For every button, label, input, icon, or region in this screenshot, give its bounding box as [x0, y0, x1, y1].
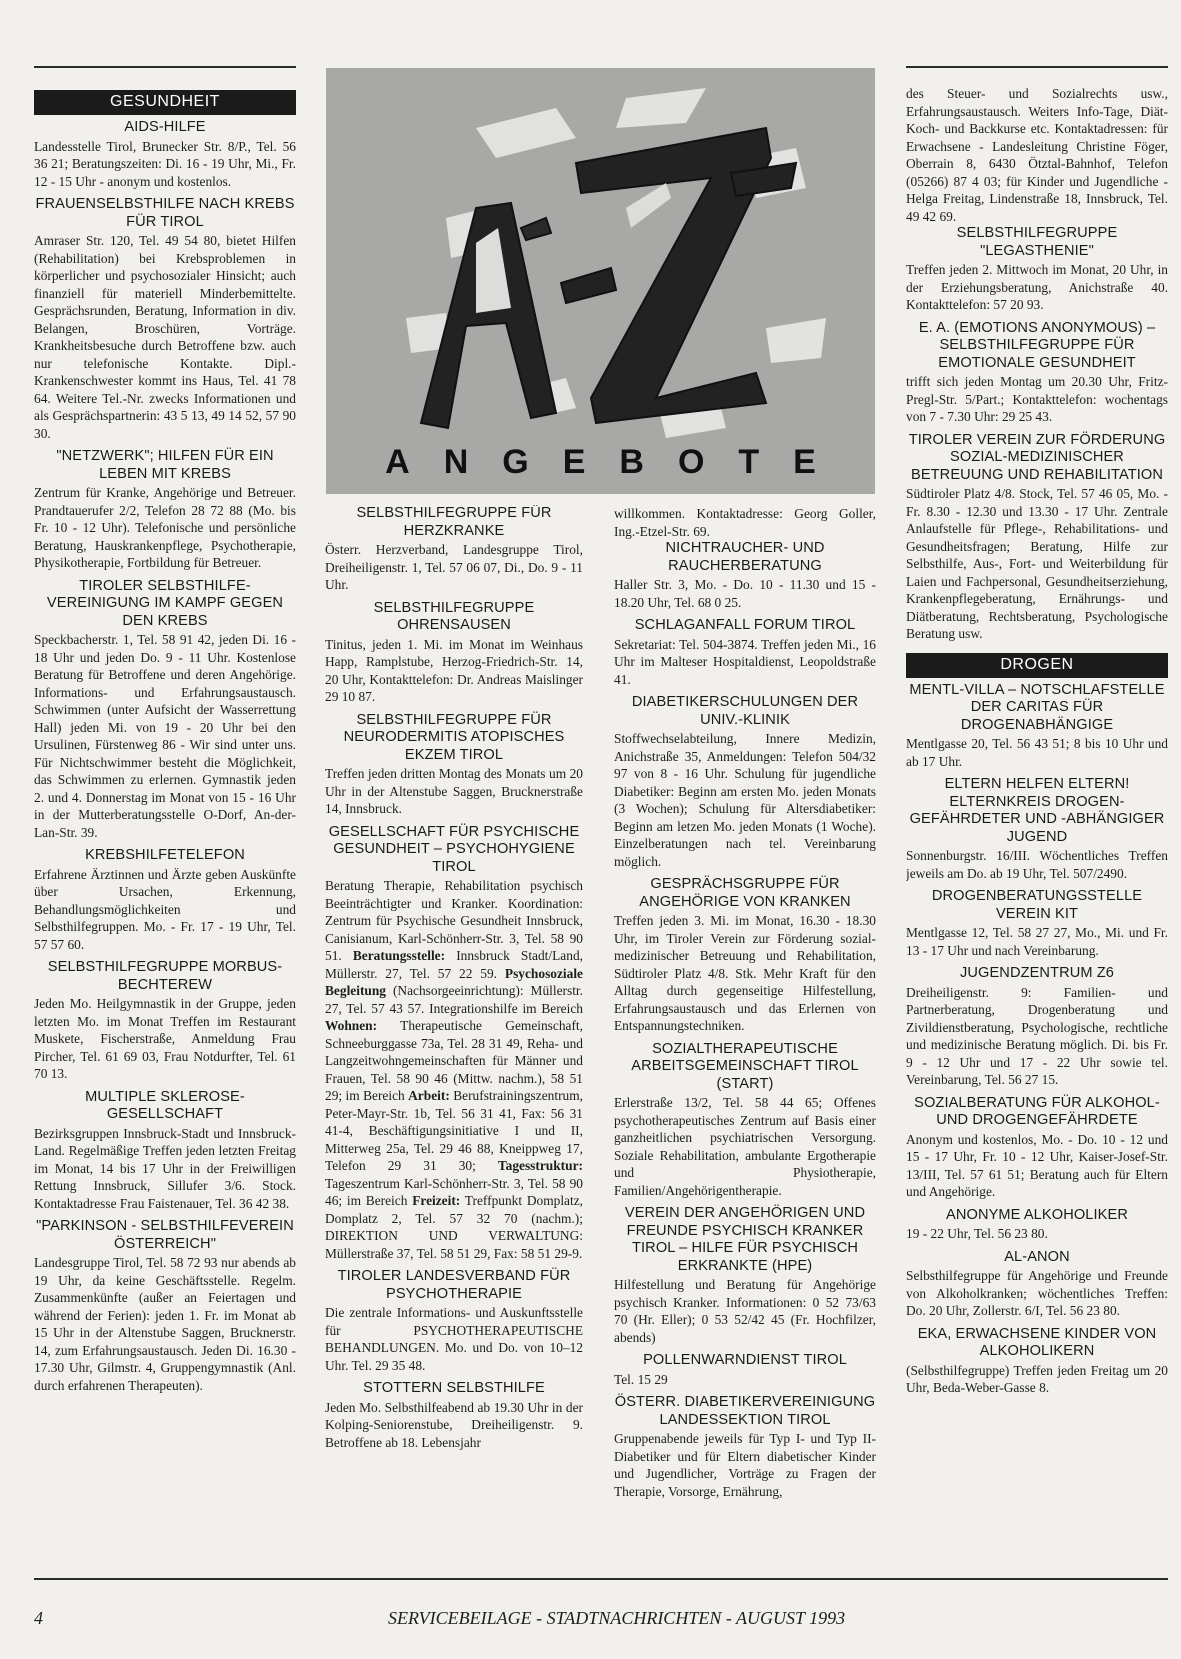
- entry-pollenwarndienst: [614, 1352, 876, 1388]
- entry-body: Die zentrale Informations- und Auskunftsstelle für PSYCHOTHERAPEUTISCHE BEHANDLUNGEN. Mo. und Do. von 10–12 Uhr. Tel. 29 35 48.: [325, 1305, 583, 1373]
- top-rule-left: [34, 66, 296, 68]
- entry-eka: [906, 1326, 1168, 1397]
- entry-heading: TIROLER SELBSTHILFE-VEREINIGUNG IM KAMPF GEGEN DEN KREBS: [46, 577, 284, 629]
- top-rule-right: [906, 66, 1168, 68]
- entry-heading: SELBSTHILFEGRUPPE FÜR NEURODERMITIS ATOPISCHES EKZEM TIROL: [343, 711, 565, 763]
- entry-heading: FRAUENSELBSTHILFE NACH KREBS FÜR TIROL: [35, 196, 295, 230]
- entry-body: Stoffwechselabteilung, Innere Medizin, Anichstraße 35, Anmeldungen: Telefon 504/32 97 von 8 - 16 Uhr. Schulung für jugendliche Diabetiker: Beginn am ersten Mo. jeden Monats (3 Wochen); Schulung für Altersdiabetiker: Beginn am letzen Mo. jeden Monats (1 Woche). Einzelberatungen nach tel. Vereinbarung möglich.: [614, 731, 876, 869]
- entry-herzkranke: [325, 505, 583, 594]
- entry-heading: NICHTRAUCHER- UND RAUCHERBERATUNG: [665, 540, 825, 574]
- entry-diabetikerschulungen: [614, 694, 876, 870]
- entry-body: Treffen jeden 2. Mittwoch im Monat, 20 Uhr, in der Erziehungsberatung, Anichstraße 40. Kontakttelefon: 57 20 93.: [906, 262, 1168, 312]
- entry-parkinson: [34, 1218, 296, 1394]
- entry-body: Hilfestellung und Beratung für Angehörige psychisch Kranker. Informationen: 0 52 73/63 70 (Hr. Eller); 0 53 52/42 45 (Fr. Hochfilzer, abends): [614, 1277, 876, 1345]
- entry-start: [614, 1041, 876, 1200]
- az-brush-lettering: [326, 68, 875, 494]
- entry-heading: AL-ANON: [1004, 1248, 1070, 1265]
- entry-body: Haller Str. 3, Mo. - Do. 10 - 11.30 und 15 - 18.20 Uhr, Tel. 68 0 25.: [614, 577, 876, 610]
- entry-continuation: willkommen. Kontaktadresse: Georg Goller, Ing.-Etzel-Str. 69.: [614, 506, 876, 539]
- entry-heading: ELTERN HELFEN ELTERN! ELTERNKREIS DROGEN-GEFÄHRDETER UND -ABHÄNGIGER JUGEND: [909, 776, 1165, 845]
- column-4: [906, 85, 1168, 1560]
- entry-body: Speckbacherstr. 1, Tel. 58 91 42, jeden Di. 16 - 18 Uhr und jeden Do. 9 - 11 Uhr. Kostenlose Beratung für Betroffene und deren Angehörige. Informations- und Erfahrungsaustausch. Schwimmen (unter Aufsicht der Wasserrettung Hall) jeden Mi. von 19 - 20 Uhr bei den Ursulinen, Fürstenweg 86 - Wir sind unter uns. Für Nichtschwimmer besteht die Möglichkeit, das Schwimmen zu erlernen. Gymnastik jeden 2. und 4. Donnerstag im Monat von 15 - 16 Uhr in der Mutterberatungsstelle O-Dorf, An-der-Lan-Str. 39.: [34, 632, 296, 840]
- entry-verein-kit: [906, 888, 1168, 959]
- entry-eltern-helfen-eltern: [906, 776, 1168, 882]
- entry-body: Treffen jeden dritten Montag des Monats um 20 Uhr in der Altenstube Saggen, Brucknerstraße 14, Innsbruck.: [325, 766, 583, 816]
- entry-heading: STOTTERN SELBSTHILFE: [363, 1380, 545, 1396]
- entry-psychotherapie: [325, 1268, 583, 1374]
- entry-heading: DIABETIKERSCHULUNGEN DER UNIV.-KLINIK: [631, 694, 859, 728]
- section-banner-gesundheit: GESUNDHEIT: [34, 90, 296, 115]
- column-2: [325, 505, 583, 1560]
- entry-heading: VEREIN DER ANGEHÖRIGEN UND FREUNDE PSYCHISCH KRANKER TIROL – HILFE FÜR PSYCHISCH ERKRANKTE (HPE): [624, 1205, 866, 1274]
- entry-frauenselbsthilfe: [34, 196, 296, 442]
- entry-emotions-anonymous: [906, 320, 1168, 426]
- entry-schlaganfall: [614, 617, 876, 688]
- entry-gespraechsgruppe: [614, 876, 876, 1035]
- section-banner-drogen: DROGEN: [906, 653, 1168, 678]
- entry-heading: MULTIPLE SKLEROSE-GESELLSCHAFT: [85, 1088, 245, 1122]
- entry-heading: TIROLER LANDESVERBAND FÜR PSYCHOTHERAPIE: [337, 1268, 571, 1302]
- entry-body: Selbsthilfegruppe für Angehörige und Freunde von Alkoholkranken; wöchentliches Treffen: Do. 20 Uhr, Zollerstr. 6/I, Tel. 56 23 80.: [906, 1268, 1168, 1318]
- entry-body: Beratung Therapie, Rehabilitation psychisch Beeinträchtigter und Kranker. Koordination: Zentrum für Psychische Gesundheit Innsbruck, Canisianum, Karl-Schönherr-Str. 3, Tel. 58 90 51. Beratungsstelle: Innsbruck Stadt/Land, Müllerstr. 27, Tel. 57 22 59. Psychosoziale Begleitung (Nachsorgeeinrichtung): Müllerstr. 27, Tel. 57 43 57. Integrationshilfe im Bereich Wohnen: Therapeutische Gemeinschaft, Schneeburggasse 73a, Tel. 28 31 49, Reha- und Langzeitwohngemeinschaften für Männer und Frauen, Tel. 58 90 46 (Mittw. nachm.), 58 51 29; im Bereich Arbeit: Berufstrainingszentrum, Peter-Mayr-Str. 1b, Tel. 56 31 41, Fax: 56 31 41-4, Beschäftigungsinitiative I und II, Mitterweg 25a, Tel. 29 46 88, Kneippweg 17, Telefon 29 31 30; Tagesstruktur: Tageszentrum Karl-Schönherr-Str. 3, Tel. 58 90 46; im Bereich Freizeit: Treffpunkt Domplatz, Domplatz 2, Tel. 57 32 70 (nachm.); DIREKTION UND VERWALTUNG: Müllerstraße 37, Tel. 58 51 29, Fax: 58 51 29-9.: [325, 878, 583, 1261]
- entry-krebshilfetelefon: [34, 847, 296, 953]
- entry-body: Erfahrene Ärztinnen und Ärzte geben Auskünfte über Ursachen, Erkennung, Behandlungsmöglichkeiten und Selbsthilfegruppen. Mo. - Fr. 17 - 19 Uhr, Tel. 57 57 60.: [34, 866, 296, 952]
- entry-al-anon: [906, 1249, 1168, 1320]
- entry-heading: SELBSTHILFEGRUPPE FÜR HERZKRANKE: [356, 505, 552, 539]
- entry-neurodermitis: [325, 712, 583, 818]
- entry-continuation: des Steuer- und Sozialrechts usw., Erfahrungsaustausch. Weiters Info-Tage, Diät-Koch- und Backkurse etc. Kontaktadressen: für Erwachsene - Landesleitung Christine Föger, Oberrain 8, 6430 Ötztal-Bahnhof, Telefon (05266) 87 4 03; für Kinder und Jugendliche - Helga Freitag, Lindenstraße 18, Innsbruck, Tel. 49 42 69.: [906, 86, 1168, 224]
- entry-body: trifft sich jeden Montag um 20.30 Uhr, Fritz-Pregl-Str. 5/Part.; Kontakttelefon: wochentags von 7 - 7.30 Uhr: 29 25 43.: [906, 374, 1168, 424]
- entry-psychische-gesundheit: [325, 824, 583, 1263]
- entry-heading: SOZIALTHERAPEUTISCHE ARBEITSGEMEINSCHAFT TIROL (START): [631, 1040, 859, 1092]
- hero-word-angebote: ANGEBOTE: [385, 443, 850, 481]
- entry-netzwerk: [34, 448, 296, 572]
- entry-body: Tinitus, jeden 1. Mi. im Monat im Weinhaus Happ, Ramplstube, Herzog-Friedrich-Str. 14, 20 Uhr, Kontakttelefon: Dr. Andreas Maislinger 29 10 87.: [325, 636, 583, 704]
- entry-heading: DROGENBERATUNGSSTELLE VEREIN KIT: [931, 888, 1143, 922]
- entry-body: Anonym und kostenlos, Mo. - Do. 10 - 12 und 15 - 17 Uhr, Fr. 10 - 12 Uhr, Kaiser-Josef-Str. 13/III, Tel. 57 61 51; Beratung auch für Eltern und Angehörige.: [906, 1131, 1168, 1199]
- entry-heading: KREBSHILFETELEFON: [85, 847, 245, 863]
- entry-aids-hilfe: [34, 119, 296, 190]
- entry-mentl-villa: [906, 682, 1168, 771]
- entry-body: Dreiheiligenstr. 9: Familien- und Partnerberatung, Drogenberatung und Zivildienstberatung, Psychologische, rechtliche und medizinische Beratung möglich. Di. bis Fr. 9 - 12 Uhr und 17 - 22 Uhr sowie tel. Vereinbarung, Tel. 56 27 15.: [906, 984, 1168, 1087]
- entry-jugendzentrum-z6: [906, 965, 1168, 1089]
- entry-heading: MENTL-VILLA – NOTSCHLAFSTELLE DER CARITAS FÜR DROGENABHÄNGIGE: [909, 681, 1165, 733]
- entry-body: Gruppenabende jeweils für Typ I- und Typ II-Diabetiker und für Eltern diabetischer Kinder und Jugendlicher, Vorträge zu Fragen der Therapie, Vorsorge, Ernährung,: [614, 1431, 876, 1499]
- entry-diabetikervereinigung: [614, 1394, 876, 1500]
- az-angebote-graphic: [326, 68, 875, 494]
- entry-body: Treffen jeden 3. Mi. im Monat, 16.30 - 18.30 Uhr, im Tiroler Verein zur Förderung sozial-medizinischer Betreuung und Rehabilitation, Südtiroler Platz 4/8. Stk. Mehr Kraft für den Alltag durch gegenseitige Hilfestellung, Erfahrungsaustausch und das Erlernen von Entspannungstechniken.: [614, 913, 876, 1033]
- column-3: [614, 505, 876, 1560]
- page-number: 4: [34, 1608, 43, 1628]
- entry-heading: ANONYME ALKOHOLIKER: [946, 1206, 1128, 1223]
- entry-body: 19 - 22 Uhr, Tel. 56 23 80.: [906, 1226, 1048, 1241]
- entry-heading: SELBSTHILFEGRUPPE OHRENSAUSEN: [373, 599, 535, 633]
- entry-multiple-sklerose: [34, 1089, 296, 1213]
- entry-morbus-bechterew: [34, 959, 296, 1083]
- entry-anonyme-alkoholiker: [906, 1207, 1168, 1243]
- entry-heading: "PARKINSON - SELBSTHILFEVEREIN ÖSTERREICH": [36, 1218, 294, 1252]
- entry-heading: GESPRÄCHSGRUPPE FÜR ANGEHÖRIGE VON KRANKEN: [639, 876, 851, 910]
- entry-body: Zentrum für Kranke, Angehörige und Betreuer. Prandtauerufer 2/2, Telefon 28 72 88 (Mo. bis Fr. 10 - 12 Uhr). Telefonische und persönliche Beratung, Hauskrankenpflege, Psychotherapie, Physikotherapie, Fortbildung für Betreuer.: [34, 485, 296, 570]
- entry-heading: SCHLAGANFALL FORUM TIROL: [634, 617, 856, 633]
- entry-sozialberatung: [906, 1095, 1168, 1201]
- entry-heading: JUGENDZENTRUM Z6: [959, 965, 1115, 981]
- entry-heading: POLLENWARNDIENST TIROL: [643, 1352, 847, 1368]
- entry-heading: AIDS-HILFE: [124, 119, 206, 135]
- entry-body: Österr. Herzverband, Landesgruppe Tirol, Dreiheiligenstr. 1, Tel. 57 06 07, Di., Do. 9 - 11 Uhr.: [325, 542, 583, 592]
- entry-nichtraucher: [614, 540, 876, 611]
- entry-stottern: [325, 1380, 583, 1451]
- entry-heading: E. A. (EMOTIONS ANONYMOUS) – SELBSTHILFEGRUPPE FÜR EMOTIONALE GESUNDHEIT: [918, 319, 1156, 371]
- column-1: [34, 90, 296, 1560]
- entry-heading: TIROLER VEREIN ZUR FÖRDERUNG SOZIAL-MEDIZINISCHER BETREUUNG UND REHABILITATION: [908, 431, 1166, 483]
- bottom-rule: [34, 1578, 1168, 1580]
- entry-body: Mentlgasse 12, Tel. 58 27 27, Mo., Mi. und Fr. 13 - 17 Uhr und nach Vereinbarung.: [906, 925, 1168, 958]
- entry-body: Bezirksgruppen Innsbruck-Stadt und Innsbruck-Land. Regelmäßige Treffen jeden letzten Freitag im Monat, 14 bis 17 Uhr in der Freiwilligen Rettung Innsbruck, Sillufer 3/6. Stock. Kontaktadresse Frau Faistenauer, Tel. 36 42 38.: [34, 1125, 296, 1211]
- entry-heading: GESELLSCHAFT FÜR PSYCHISCHE GESUNDHEIT – PSYCHOHYGIENE TIROL: [328, 823, 580, 875]
- entry-body: Landesstelle Tirol, Brunecker Str. 8/P., Tel. 56 36 21; Beratungszeiten: Di. 16 - 19 Uhr, Mi., Fr. 12 - 15 Uhr - anonym und kostenlos.: [34, 138, 296, 189]
- footer-title: SERVICEBEILAGE - STADTNACHRICHTEN - AUGUST 1993: [388, 1608, 846, 1628]
- entry-hpe: [614, 1205, 876, 1346]
- entry-body: Amraser Str. 120, Tel. 49 54 80, bietet Hilfen (Rehabilitation) bei Krebsproblemen in körperlicher und psychosozialer Hinsicht; auch finanziell für materiell Minderbemittelte. Gesprächsrunden, Beratung, Information in div. Belangen, Broschüren, Vorträge. Krankheitsbesuche durch Betroffene bzw. auch nur telefonische Kontakte. Dipl.-Krankenschwester kommt ins Haus, Tel. 41 78 64. Weitere Tel.-Nr. zwecks Informationen und als Gesprächspartnerin: 43 5 13, 49 14 52, 57 90 30.: [34, 233, 296, 441]
- entry-body: Mentlgasse 20, Tel. 56 43 51; 8 bis 10 Uhr und ab 17 Uhr.: [906, 736, 1168, 769]
- entry-heading: SELBSTHILFEGRUPPE MORBUS-BECHTEREW: [47, 959, 283, 993]
- entry-legasthenie: [906, 225, 1168, 314]
- entry-heading: SOZIALBERATUNG FÜR ALKOHOL- UND DROGENGEFÄHRDETE: [914, 1094, 1160, 1128]
- entry-body: Jeden Mo. Selbsthilfeabend ab 19.30 Uhr in der Kolping-Seniorenstube, Dreiheiligenstr. 9. Betroffene ab 18. Lebensjahr: [325, 1399, 583, 1450]
- entry-tiroler-selbsthilfe-krebs: [34, 578, 296, 842]
- entry-heading: EKA, ERWACHSENE KINDER VON ALKOHOLIKERN: [917, 1325, 1157, 1359]
- entry-body: Tel. 15 29: [614, 1371, 668, 1387]
- entry-body: Erlerstraße 13/2, Tel. 58 44 65; Offenes psychotherapeutisches Zentrum auf Basis einer ganzheitlichen psychiatrischen Versorgung. Soziale Rehabilitation, ambulante Ergotherapie und Physiotherapie, Familien/Angehörigentherapie.: [614, 1095, 876, 1198]
- entry-sozialmedizinische-betreuung: [906, 432, 1168, 643]
- entry-ohrensausen: [325, 600, 583, 706]
- entry-heading: "NETZWERK"; HILFEN FÜR EIN LEBEN MIT KREBS: [56, 448, 274, 482]
- entry-heading: ÖSTERR. DIABETIKERVEREINIGUNG LANDESSEKTION TIROL: [614, 1394, 876, 1428]
- entry-body: Sonnenburgstr. 16/III. Wöchentliches Treffen jeweils am Do. ab 19 Uhr, Tel. 507/2490.: [906, 848, 1168, 881]
- entry-body: (Selbsthilfegruppe) Treffen jeden Freitag um 20 Uhr, Beda-Weber-Gasse 8.: [906, 1362, 1168, 1395]
- entry-body: Jeden Mo. Heilgymnastik in der Gruppe, jeden letzten Mo. im Monat Treffen im Restaurant Muskete, Fischerstraße, Anmeldung Frau Pircher, Tel. 61 69 03, Frau Notdurfter, Tel. 61 70 13.: [34, 996, 296, 1081]
- entry-heading: SELBSTHILFEGRUPPE "LEGASTHENIE": [956, 225, 1118, 259]
- entry-body: Sekretariat: Tel. 504-3874. Treffen jeden Mi., 16 Uhr im Malteser Hospitaldienst, Leopoldstraße 41.: [614, 636, 876, 687]
- entry-body: Südtiroler Platz 4/8. Stock, Tel. 57 46 05, Mo. - Fr. 8.30 - 12.30 und 13.30 - 17 Uhr. Zentrale Anlaufstelle für Pflege-, Rehabilitations- und Gesundheitsfragen; Beratung, Hilfe zur Selbsthilfe, Aus-, Fort- und Weiterbildung für Laien und Fachpersonal, Gesundheitserziehung, Krankenpflegeberatung, Ernährungs- und Diätberatung, Rechtsberatung, Psychologische Beratung usw.: [906, 486, 1168, 641]
- entry-body: Landesgruppe Tirol, Tel. 58 72 93 nur abends ab 19 Uhr, da keine Geschäftsstelle. Regelm. Zusammenkünfte (außer an Feiertagen und während der Ferien): jeden 1. Fr. im Monat ab 15 Uhr in der Altenstube Saggen, Brucknerstr. 14, zum Erfahrungsaustausch. Jeden Di. 16.30 - 17.30 Uhr, Gilmstr. 4, Gruppengymnastik (Anl. durch erfahrenen Therapeuten).: [34, 1255, 296, 1393]
